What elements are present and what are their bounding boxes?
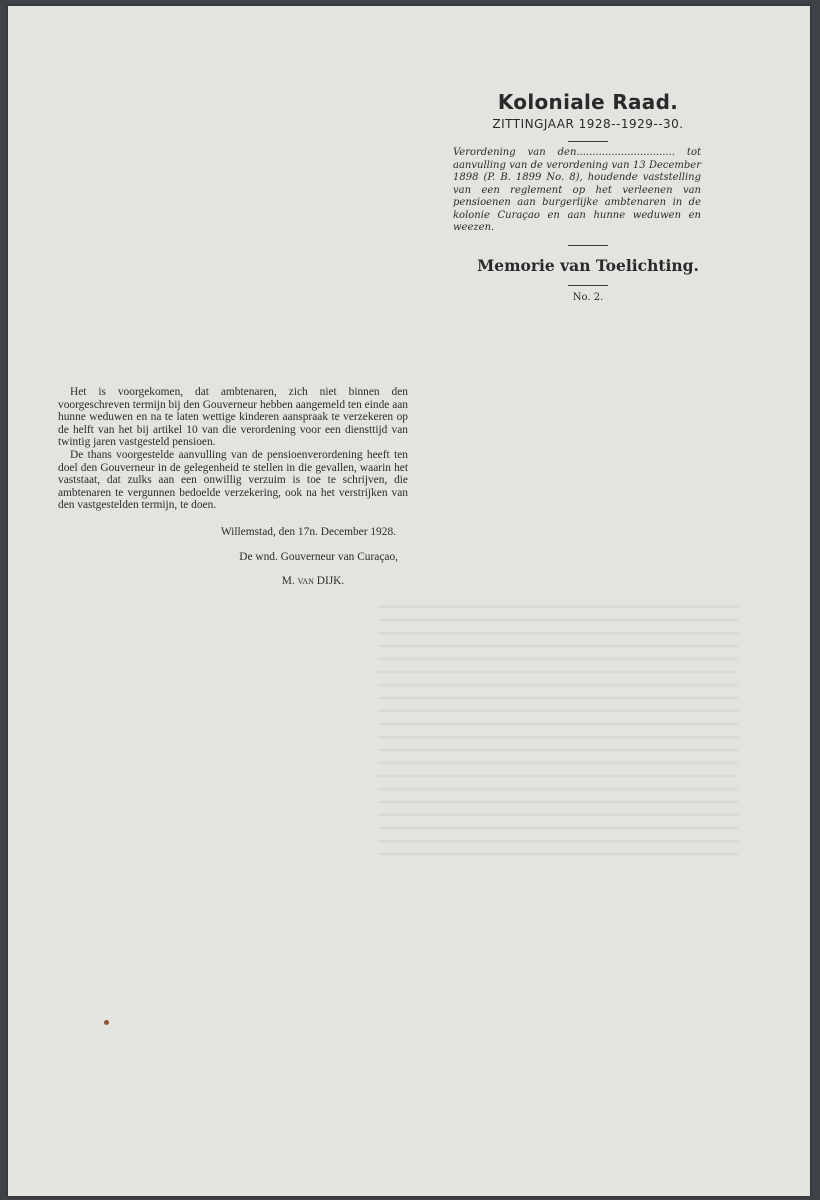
paragraph-1: Het is voorgekomen, dat ambtenaren, zich niet binnen den voorgeschreven termijn bij den Gouverneur hebben aangemeld ten einde aan hunne weduwen en na te laten wettige kinderen aanspraak te verzekeren op de helft van het bij artikel 10 van die verordening voor een diensttijd van twintig jaren vastgesteld pensioen. xyxy=(58,386,408,449)
divider xyxy=(568,245,608,246)
memorie-heading: Memorie van Toelichting. xyxy=(477,255,699,275)
show-through-text xyxy=(378,606,738,856)
signer-initial: M. xyxy=(281,575,295,588)
document-header xyxy=(453,90,723,303)
signer-surname: van DIJK. xyxy=(297,575,345,588)
council-title: Koloniale Raad. xyxy=(497,90,679,114)
divider xyxy=(568,285,608,286)
divider xyxy=(568,141,608,142)
signature-name xyxy=(58,575,408,588)
paper-stain xyxy=(104,1020,109,1025)
explanatory-text xyxy=(58,386,408,588)
document-number: No. 2. xyxy=(572,291,604,303)
document-page xyxy=(8,6,810,1196)
paragraph-2: De thans voorgestelde aanvulling van de pensioenverordening heeft ten doel den Gouverneur in de gelegenheid te stellen in die gevallen, waarin het vaststaat, dat zulks aan een onwillig verzuim is toe te schrijven, die ambtenaren te vergunnen bedoelde verzekering, ook na het verstrijken van den vastgestelden termijn, te doen. xyxy=(58,448,408,512)
place-date: Willemstad, den 17n. December 1928. xyxy=(220,525,396,538)
ordinance-subject xyxy=(453,147,701,235)
session-year: ZITTINGJAAR 1928--1929--30. xyxy=(492,117,684,131)
governor-title: De wnd. Gouverneur van Curaçao, xyxy=(239,550,398,563)
ordinance-subject-text: Verordening van den............................... tot aanvulling van de verordening van 13 December 1898 (P. B. 1899 No. 8), houdende vaststelling van een reglement op het verleenen van pensioenen aan burgerlijke ambtenaren in de kolonie Curaçao en aan hunne weduwen en weezen. xyxy=(453,147,701,233)
